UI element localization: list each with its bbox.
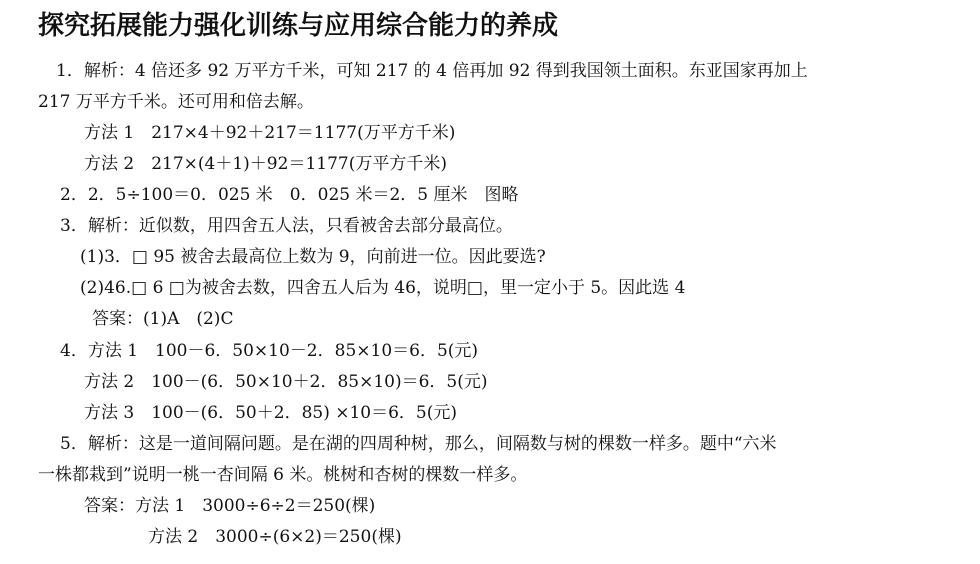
q1-analysis-line1: 1．解析：4 倍还多 92 万平方千米，可知 217 的 4 倍再加 92 得到我国领土面积。东亚国家再加上 — [56, 61, 808, 81]
q4-method3: 方法 3 100－(6．50＋2．85) ×10＝6．5(元) — [84, 403, 458, 423]
q3-part1: (1)3．□ 95 被舍去最高位上数为 9，向前进一位。因此要选? — [80, 247, 546, 267]
q5-answer-method1: 答案：方法 1 3000÷6÷2＝250(棵) — [84, 496, 376, 516]
q3-answer: 答案：(1)A (2)C — [92, 309, 234, 329]
q3-part2: (2)46.□ 6 □为被舍去数，四舍五人后为 46，说明□，里一定小于 5。因此选 4 — [80, 278, 686, 298]
document-title: 探究拓展能力强化训练与应用综合能力的养成 — [38, 11, 559, 41]
q5-analysis-line1: 5．解析：这是一道间隔问题。是在湖的四周种树，那么，间隔数与树的棵数一样多。题中“六米 — [60, 434, 777, 454]
q5-analysis-line2: 一株都栽到”说明一桃一杏间隔 6 米。桃树和杏树的棵数一样多。 — [38, 465, 528, 485]
q1-analysis-line2: 217 万平方千米。还可用和倍去解。 — [38, 92, 314, 112]
q4-method2: 方法 2 100－(6．50×10＋2．85×10)＝6．5(元) — [84, 372, 488, 392]
q4-method1: 4．方法 1 100－6．50×10－2．85×10＝6．5(元) — [60, 341, 479, 361]
q3-analysis: 3．解析：近似数，用四舍五人法，只看被舍去部分最高位。 — [60, 216, 513, 236]
q5-answer-method2: 方法 2 3000÷(6×2)＝250(棵) — [148, 527, 402, 547]
q2-answer: 2．2．5÷100＝0．025 米 0．025 米＝2．5 厘米 图略 — [60, 185, 519, 205]
q1-method2: 方法 2 217×(4＋1)＋92＝1177(万平方千米) — [84, 154, 447, 174]
q1-method1: 方法 1 217×4＋92＋217＝1177(万平方千米) — [84, 123, 456, 143]
